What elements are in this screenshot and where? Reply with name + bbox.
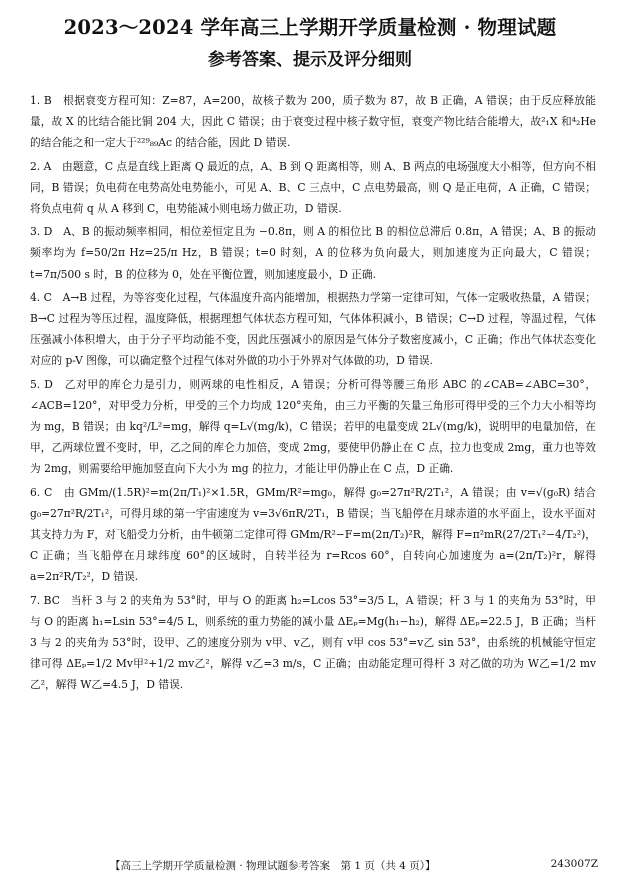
document-subtitle: 参考答案、提示及评分细则 <box>208 50 412 70</box>
answer-text: 7. BC 当杆 3 与 2 的夹角为 53°时，甲与 O 的距离 h₂=Lcos 53°=3/5 L，A 错误；杆 3 与 1 的夹角为 53°时，甲与 O 的距离 h₁=Lsin 53°=4/5 L，则系统的重力势能的减小量 ΔEₚ=Mg(h₁−h₂)，解得 ΔEₚ=22.5 J，B 正确；当杆 3 与 2 的夹角为 53°时，设甲、乙的速度分别为 v甲、v乙，则有 v甲 cos 53°=v乙 sin 53°，由系统的机械能守恒定律可得 ΔEₚ=1/2 Mv甲²+1/2 mv乙²，解得 v乙=3 m/s，C 正确；由动能定理可得杆 3 对乙做的功为 W乙=1/2 mv乙²，解得 W乙=4.5 J，D 错误. <box>30 593 596 692</box>
answer-item-7 <box>30 590 596 696</box>
answer-text: 1. B 根据衰变方程可知：Z=87，A=200，故核子数为 200，质子数为 87，故 B 正确，A 错误；由于反应释放能量，故 X 的比结合能比铜 204 大，因此 C 错误；由于衰变过程中核子数守恒，衰变产物比结合能增大，故²₁X 和⁴₂He 的结合能之和一定大于²²⁹₈₉Ac 的结合能，因此 D 错误. <box>30 94 596 150</box>
page-footer <box>0 858 620 874</box>
answer-item-6 <box>30 482 596 588</box>
answer-item-2 <box>30 156 596 220</box>
answer-item-5 <box>30 374 596 480</box>
footer-text: 【高三上学期开学质量检测 · 物理试题参考答案 第 1 页（共 4 页）】 <box>110 860 436 872</box>
answer-text: 2. A 由题意，C 点是直线上距离 Q 最近的点，A、B 到 Q 距离相等，则 A、B 两点的电场强度大小相等，但方向不相同，B 错误；负电荷在电势高处电势能小，可见 A、B、C 三点中，C 点电势最高，则 Q 是正电荷，A 正确，C 错误；将负点电荷 q 从 A 移到 C，电势能减小则电场力做正功，D 错误. <box>30 159 596 216</box>
answer-text: 5. D 乙对甲的库仑力是引力，则两球的电性相反，A 错误；分析可得等腰三角形 ABC 的∠CAB=∠ABC=30°，∠ACB=120°，对甲受力分析，甲受的三个力均成 120°夹角，由三力平衡的矢量三角形可得甲受的三个力大小相等均为 mg，B 错误；由 kq²/L²=mg，解得 q=L√(mg/k)，C 错误；若甲的电量变成 2L√(mg/k)，说明甲的电量加倍，在甲，乙两球位置不变时，甲，乙之间的库仑力加倍，变成 2mg，要使甲仍静止在 C 点，拉力也变成 2mg，重力也等效为 2mg，则需要给甲施加竖直向下大小为 mg 的拉力，才能让甲仍静止在 C 点，D 正确. <box>30 377 597 476</box>
answer-text: 4. C A→B 过程，为等容变化过程，气体温度升高内能增加，根据热力学第一定律可知，气体一定吸收热量，A 错误；B→C 过程为等压过程，温度降低，根据理想气体状态方程可知，气体体积减小，B 错误；C→D 过程，等温过程，气体压强减小体积增大，由于分子平均动能不变，因此压强减小的原因是气体分子数密度减小，C 正确；作出气体状态变化对应的 p-V 图像，可以确定整个过程气体对外做的功小于外界对气体做的功，D 错误. <box>30 290 596 368</box>
answer-text: 6. C 由 GMm/(1.5R)²=m(2π/T₁)²×1.5R，GMm/R²=mg₀，解得 g₀=27π²R/2T₁²，A 错误；由 v=√(g₀R) 结合 g₀=27π²R/2T₁²，可得月球的第一宇宙速度为 v=3√6πR/2T₁，B 错误；当飞船停在月球赤道的水平面上，设水平面对其支持力为 F，对飞船受力分析，由牛顿第二定律可得 GMm/R²−F=m(2π/T₂)²R，解得 F=π²mR(27/2T₁²−4/T₂²)，C 正确；当飞船停在月球纬度 60°的区域时，自转半径为 r=Rcos 60°，自转向心加速度为 a=(2π/T₂)²r，解得 a=2π²R/T₂²，D 错误. <box>30 485 596 584</box>
document-code: 243007Z <box>550 858 598 870</box>
answer-item-4 <box>30 287 596 372</box>
answer-list <box>30 90 596 698</box>
document-title: 2023～2024 学年高三上学期开学质量检测 · 物理试题 <box>63 16 557 39</box>
answer-item-1 <box>30 90 596 154</box>
answer-item-3 <box>30 221 596 285</box>
answer-text: 3. D A、B 的振动频率相同，相位差恒定且为 −0.8π，则 A 的相位比 B 的相位总滞后 0.8π，A 错误；A、B 的振动频率均为 f=50/2π Hz=25/π Hz，B 错误；t=0 时刻，A 的位移为负向最大，则加速度为正向最大，C 错误；t=7π/500 s 时，B 的位移为 0，处在平衡位置，则加速度最小，D 正确. <box>30 225 596 281</box>
